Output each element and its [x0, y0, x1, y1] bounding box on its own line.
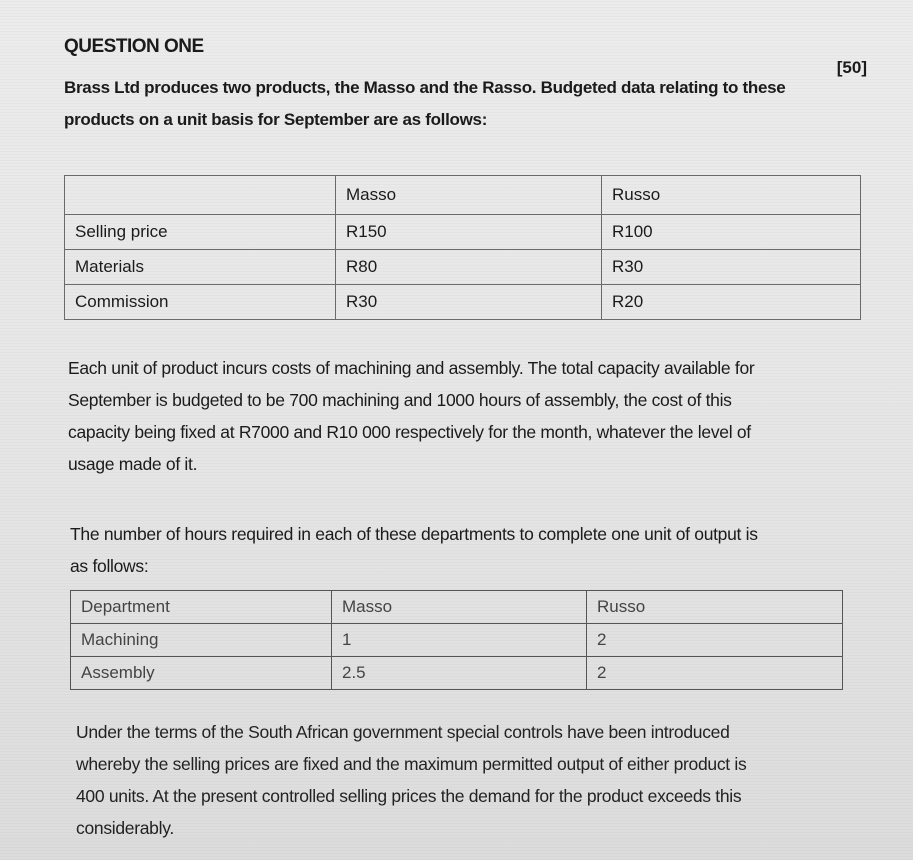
intro-line: products on a unit basis for September are as follows: — [64, 110, 488, 129]
table-cell: 2.5 — [332, 657, 587, 690]
table-cell: 2 — [587, 657, 843, 690]
table-header-cell: Department — [71, 591, 332, 624]
intro-line: Brass Ltd produces two products, the Masso and the Rasso. Budgeted data relating to these — [64, 78, 786, 97]
table-header-row — [65, 176, 861, 215]
paragraph-line: Under the terms of the South African government special controls have been introduced — [76, 722, 730, 742]
table-header-cell: Russo — [587, 591, 843, 624]
table-cell: R30 — [336, 285, 602, 320]
paragraph-line: usage made of it. — [68, 454, 198, 474]
table-row — [65, 215, 861, 250]
paragraph-line: considerably. — [76, 818, 174, 838]
intro-paragraph — [64, 72, 785, 136]
paragraph-line: 400 units. At the present controlled selling prices the demand for the product exceeds this — [76, 786, 742, 806]
table-cell: Machining — [71, 624, 332, 657]
table-cell: R150 — [336, 215, 602, 250]
table-cell: R30 — [602, 250, 861, 285]
paragraph-line: capacity being fixed at R7000 and R10 000 respectively for the month, whatever the level of — [68, 422, 751, 442]
table-cell: 1 — [332, 624, 587, 657]
table-cell: R100 — [602, 215, 861, 250]
question-title: QUESTION ONE — [64, 36, 204, 57]
paragraph-line: September is budgeted to be 700 machining and 1000 hours of assembly, the cost of this — [68, 390, 732, 410]
table-header-cell: Masso — [336, 176, 602, 215]
table-row — [71, 624, 843, 657]
hours-table — [70, 590, 843, 690]
table-row — [65, 250, 861, 285]
paragraph-line: whereby the selling prices are fixed and the maximum permitted output of either product is — [76, 754, 747, 774]
table-cell: R20 — [602, 285, 861, 320]
table-header-cell: Masso — [332, 591, 587, 624]
table-row — [71, 657, 843, 690]
paragraph-line: Each unit of product incurs costs of machining and assembly. The total capacity available for — [68, 358, 755, 378]
table-row — [65, 285, 861, 320]
table-cell: Selling price — [65, 215, 336, 250]
table-header-row — [71, 591, 843, 624]
paragraph-line: as follows: — [70, 556, 149, 576]
table-header-cell — [65, 176, 336, 215]
table-cell: Commission — [65, 285, 336, 320]
table-cell: 2 — [587, 624, 843, 657]
paragraph-line: The number of hours required in each of these departments to complete one unit of output is — [70, 524, 758, 544]
table-cell: Materials — [65, 250, 336, 285]
table-header-cell: Russo — [602, 176, 861, 215]
cost-data-table — [64, 175, 861, 320]
table-cell: R80 — [336, 250, 602, 285]
controls-paragraph — [76, 716, 846, 844]
table-cell: Assembly — [71, 657, 332, 690]
marks-label: [50] — [836, 58, 867, 77]
capacity-paragraph — [68, 352, 858, 480]
hours-paragraph — [70, 518, 850, 582]
